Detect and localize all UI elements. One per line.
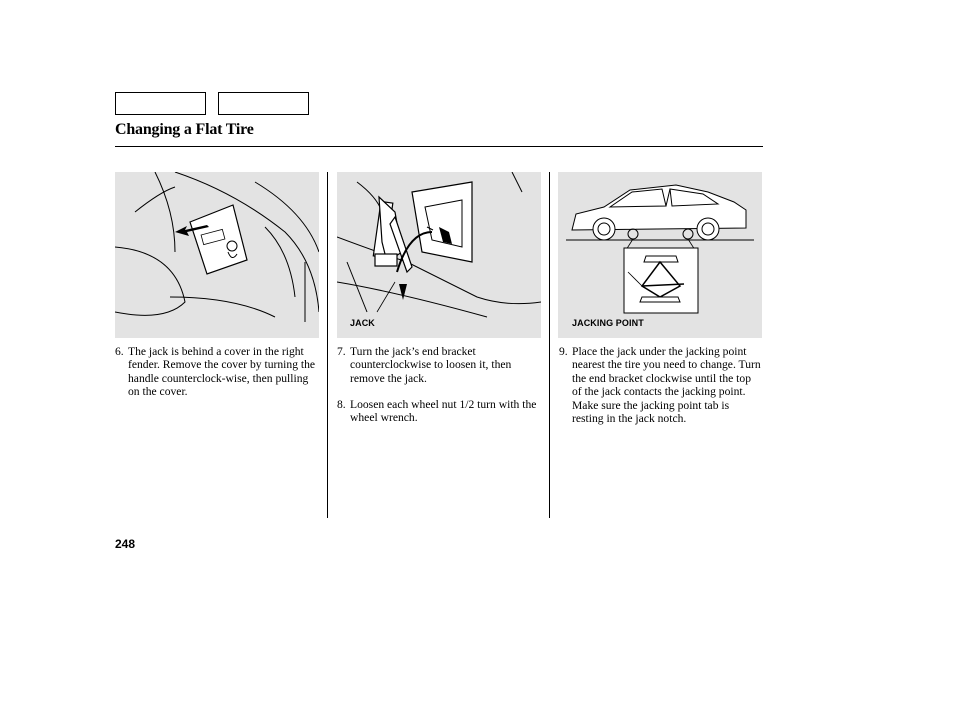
jack-callout-label: JACK <box>350 318 375 328</box>
fender-cover-illustration <box>115 172 319 338</box>
step-text: The jack is behind a cover in the right fender. Remove the cover by turning the handle counterclock-wise, then pulling on the cover. <box>128 345 316 399</box>
jack-detail-inset <box>624 248 698 313</box>
step-number: 8. <box>337 398 346 411</box>
step-number: 9. <box>559 345 568 358</box>
step-number: 6. <box>115 345 124 358</box>
nav-tab-previous[interactable] <box>115 92 206 115</box>
step-text: Loosen each wheel nut 1/2 turn with the wheel wrench. <box>350 398 537 425</box>
jack-compartment <box>412 182 472 262</box>
jacking-point-callout-label: JACKING POINT <box>572 318 644 328</box>
jack-device <box>373 197 412 272</box>
page-title: Changing a Flat Tire <box>115 121 254 138</box>
cover-panel <box>190 205 247 274</box>
jack-removal-illustration <box>337 172 541 338</box>
step-text: Turn the jack’s end bracket counterclockwise to loosen it, then remove the jack. <box>350 345 512 385</box>
column-divider <box>549 172 550 518</box>
column-divider <box>327 172 328 518</box>
nav-tab-next[interactable] <box>218 92 309 115</box>
step-text: Place the jack under the jacking point nearest the tire you need to change. Turn the end bracket clockwise until the top of the jack contacts the jacking point. Make sure the jacking point tab is resting in the jack notch. <box>572 345 761 426</box>
title-divider <box>115 146 763 147</box>
page-number: 248 <box>115 537 136 551</box>
car-outline <box>572 185 746 240</box>
jacking-point-illustration <box>558 172 762 338</box>
step-number: 7. <box>337 345 346 358</box>
